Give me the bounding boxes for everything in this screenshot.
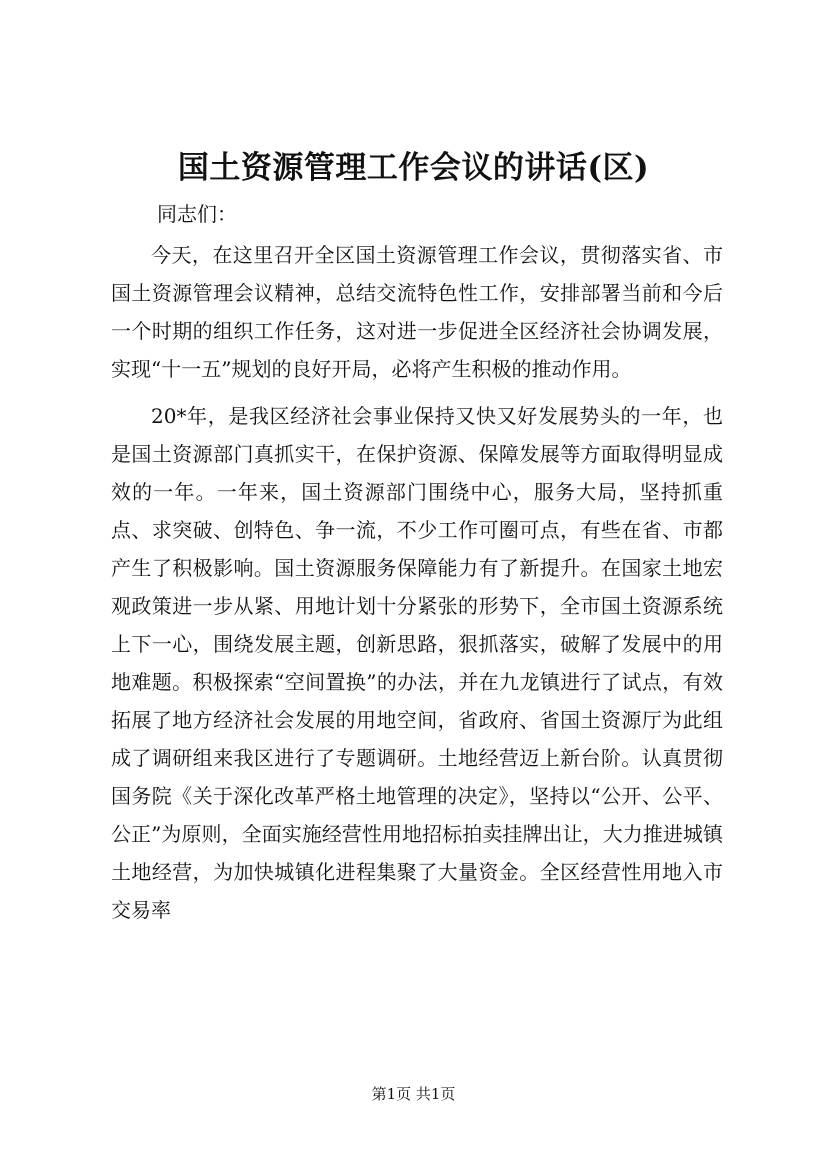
- paragraph-1: 今天，在这里召开全区国土资源管理工作会议，贯彻落实省、市国土资源管理会议精神，总结交流特色性工作，安排部署当前和今后一个时期的组织工作任务，这对进一步促进全区经济社会协调发展，实现“十一五”规划的良好开局，必将产生积极的推动作用。: [111, 243, 723, 381]
- salutation: 同志们：: [157, 202, 237, 226]
- page-footer: 第1页 共1页: [371, 1085, 456, 1103]
- paragraph-2: 20*年，是我区经济社会事业保持又快又好发展势头的一年，也是国土资源部门真抓实干，在保护资源、保障发展等方面取得明显成效的一年。一年来，国土资源部门围绕中心，服务大局，坚持抓重点、求突破、创特色、争一流，不少工作可圈可点，有些在省、市都产生了积极影响。国土资源服务保障能力有了新提升。在国家土地宏观政策进一步从紧、用地计划十分紧张的形势下，全市国土资源系统上下一心，围绕发展主题，创新思路，狠抓落实，破解了发展中的用地难题。积极探索“空间置换”的办法，并在九龙镇进行了试点，有效拓展了地方经济社会发展的用地空间，省政府、省国土资源厅为此组成了调研组来我区进行了专题调研。土地经营迈上新台阶。认真贯彻国务院《关于深化改革严格土地管理的决定》，坚持以“公开、公平、公正”为原则，全面实施经营性用地招标拍卖挂牌出让，大力推进城镇土地经营，为加快城镇化进程集聚了大量资金。全区经营性用地入市交易率: [111, 404, 723, 922]
- document-title: 国土资源管理工作会议的讲话(区): [177, 150, 650, 186]
- document-body: [111, 196, 723, 929]
